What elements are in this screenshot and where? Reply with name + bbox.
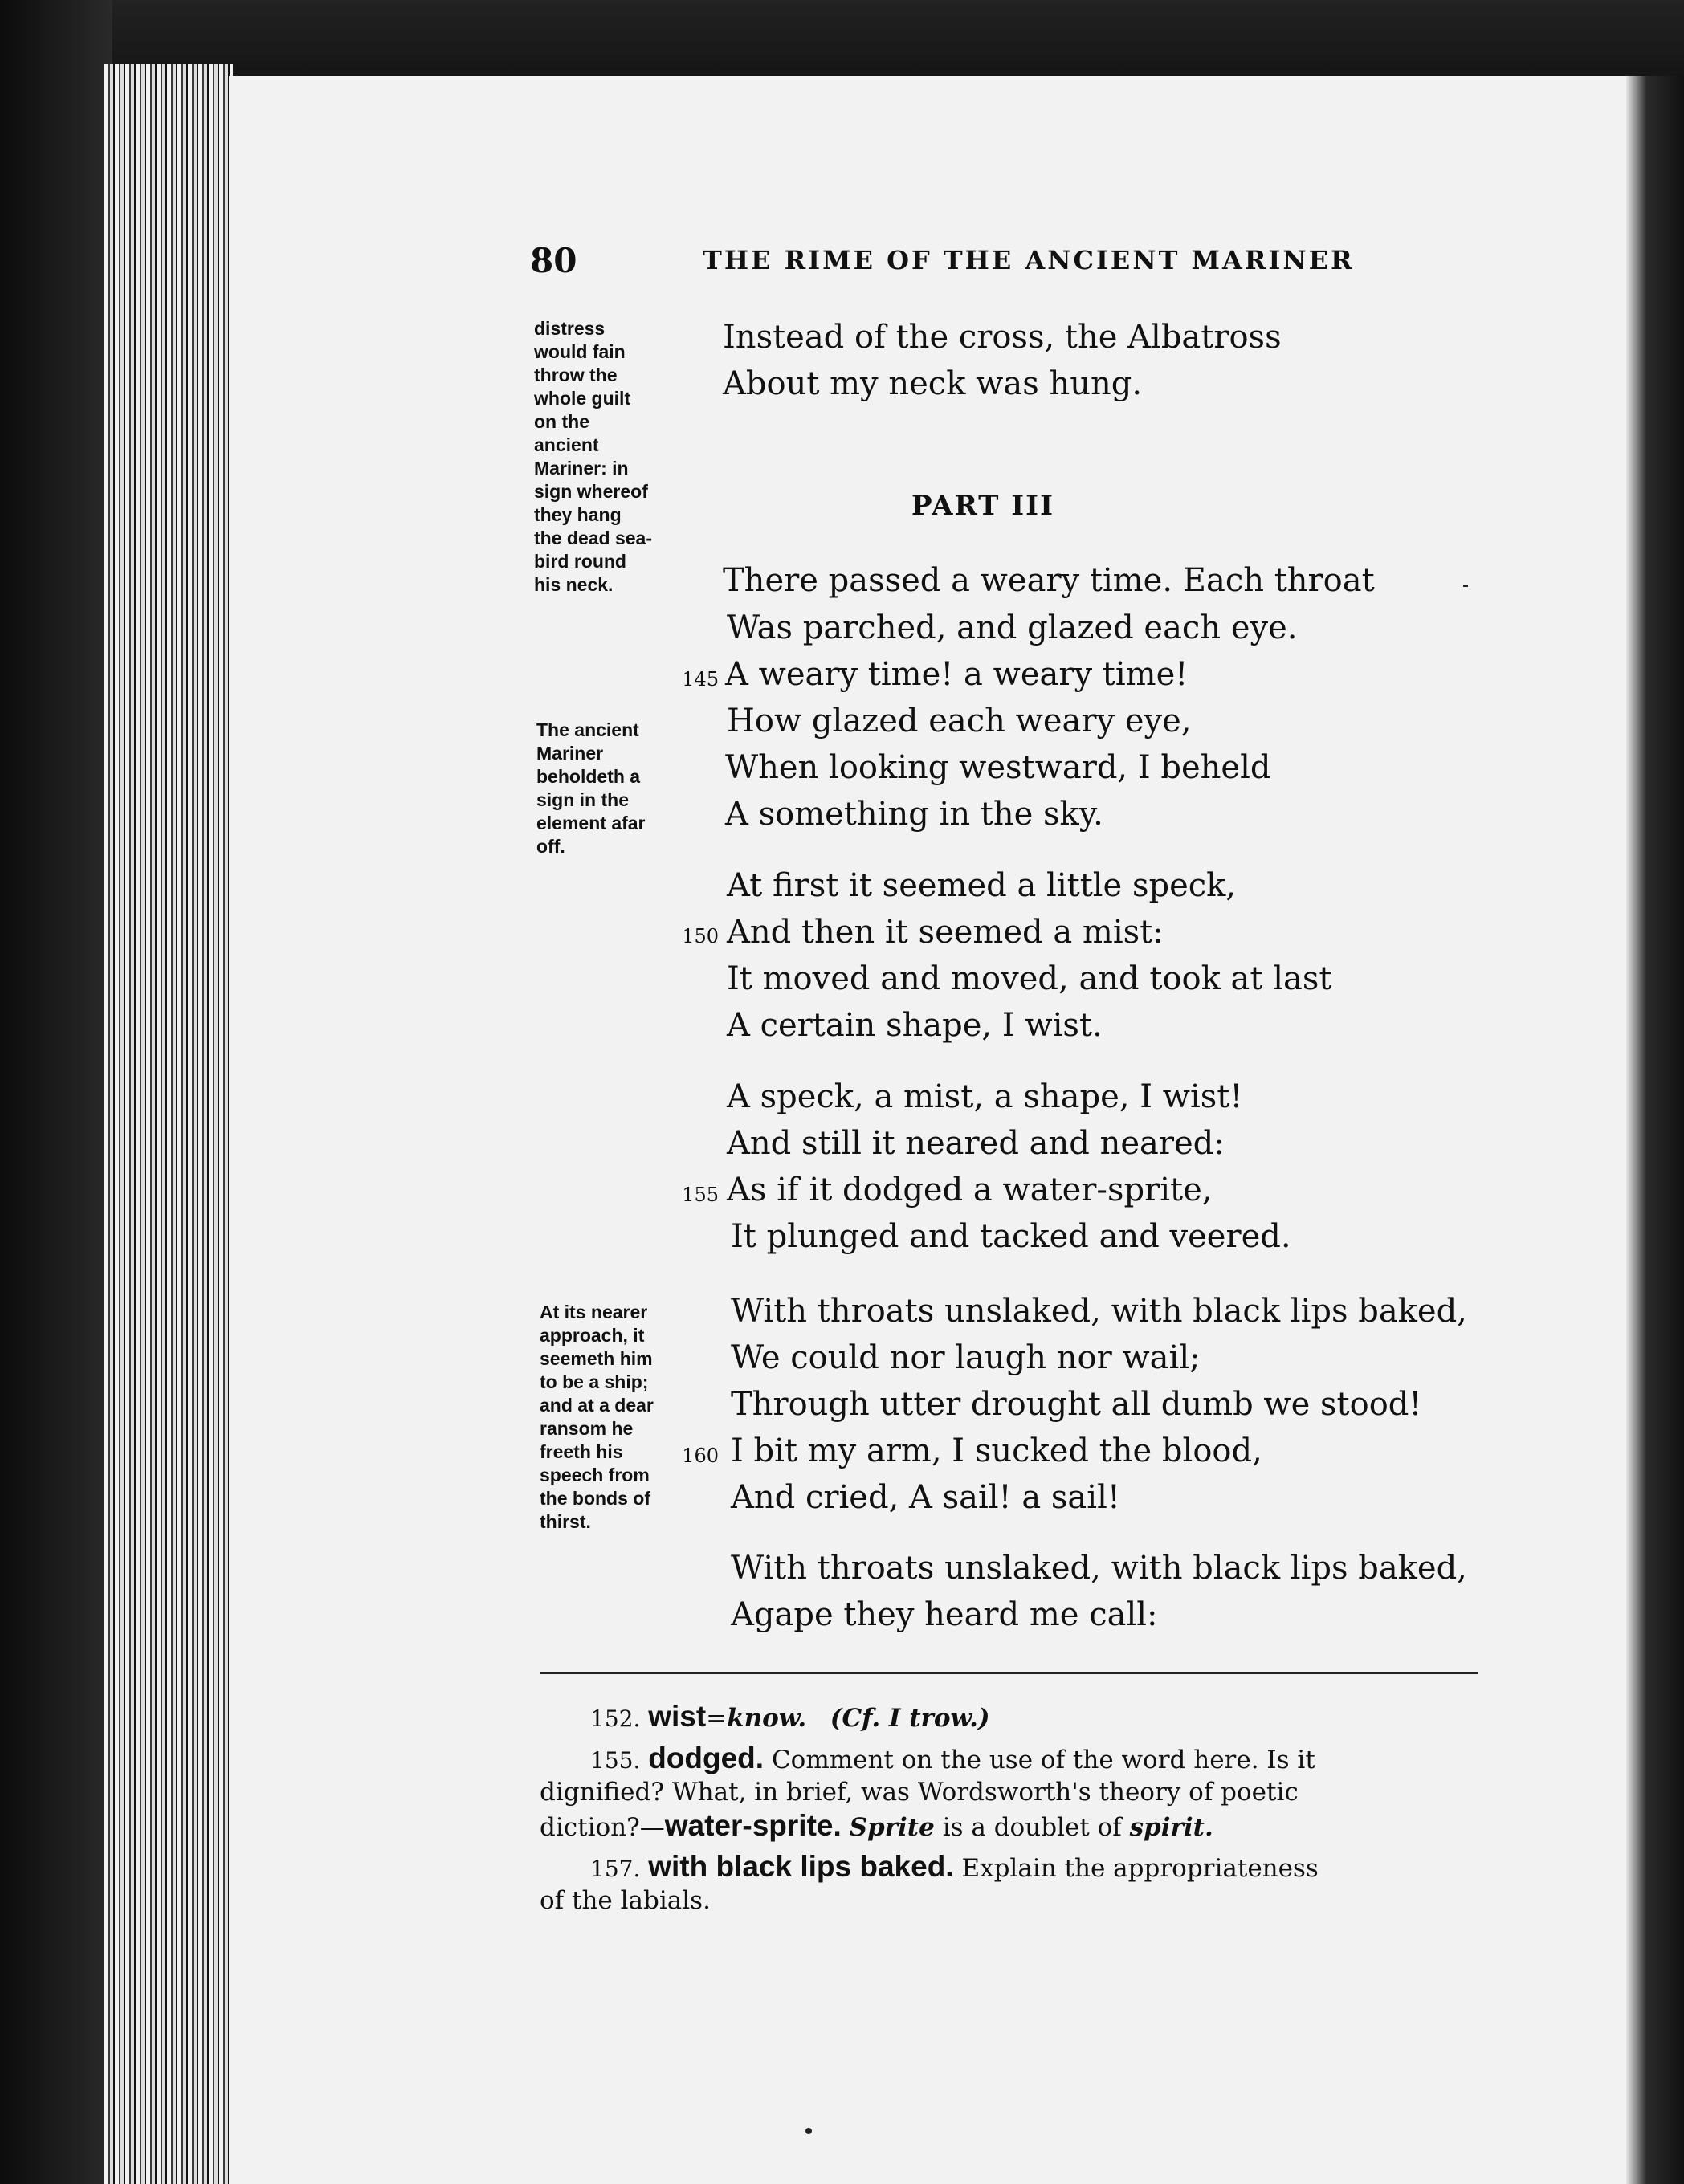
- gloss-line: At its nearer: [540, 1302, 648, 1322]
- verse-line: With throats unslaked, with black lips baked,: [731, 1293, 1467, 1330]
- footnote-152: [590, 1701, 990, 1735]
- gloss-line: distress: [534, 318, 606, 339]
- running-head: THE RIME OF THE ANCIENT MARINER: [703, 245, 1355, 275]
- book-gutter-shadow: [1626, 76, 1684, 2184]
- footnote-rule: [540, 1672, 1478, 1674]
- gloss-line: ancient: [534, 434, 599, 455]
- gloss-line: his neck.: [534, 574, 614, 595]
- gloss-line: bird round: [534, 551, 626, 572]
- page-number: 80: [530, 241, 577, 280]
- gloss-line: Mariner: [536, 743, 604, 764]
- verse-line: We could nor laugh nor wail;: [731, 1339, 1201, 1376]
- footnote-155-line2: dignified? What, in brief, was Wordsworth's theory of poetic: [540, 1778, 1299, 1807]
- footnote-crossref: (Cf. I trow.): [830, 1704, 990, 1733]
- gloss-line: throw the: [534, 365, 618, 385]
- verse-line: With throats unslaked, with black lips baked,: [731, 1550, 1467, 1587]
- verse-line: And still it neared and neared:: [727, 1125, 1225, 1162]
- verse-line: How glazed each weary eye,: [727, 703, 1192, 740]
- footnote-keyword: with black lips baked.: [648, 1850, 954, 1883]
- footnote-155-line3: [540, 1810, 1213, 1844]
- verse-line: About my neck was hung.: [723, 365, 1143, 402]
- scan-background-top: [0, 0, 1684, 76]
- footnote-number: 155.: [590, 1747, 641, 1774]
- gloss-line: The ancient: [536, 719, 639, 740]
- footnote-gloss: know.: [727, 1704, 807, 1733]
- verse-line: And cried, A sail! a sail!: [731, 1479, 1120, 1516]
- line-number: 155: [682, 1184, 719, 1206]
- verse-line: At first it seemed a little speck,: [727, 867, 1237, 904]
- footnote-157-line2: of the labials.: [540, 1886, 711, 1915]
- footnote-157: [590, 1851, 1319, 1885]
- verse-line: When looking westward, I beheld: [725, 749, 1271, 786]
- gloss-line: would fain: [534, 341, 626, 362]
- footnote-keyword: dodged.: [648, 1742, 765, 1774]
- gloss-line: sign whereof: [534, 481, 648, 502]
- verse-line: Agape they heard me call:: [731, 1596, 1158, 1633]
- verse-line: Through utter drought all dumb we stood!: [731, 1386, 1422, 1423]
- gloss-line: sign in the: [536, 789, 629, 810]
- verse-line: A speck, a mist, a shape, I wist!: [727, 1078, 1243, 1115]
- footnote-text: diction?—: [540, 1813, 665, 1842]
- footnote-number: 152.: [590, 1705, 641, 1732]
- footnote-number: 157.: [590, 1856, 641, 1882]
- footnote-italic: Sprite: [849, 1813, 935, 1842]
- footnote-italic: spirit.: [1129, 1813, 1213, 1842]
- footnote-keyword: wist: [648, 1700, 707, 1733]
- gloss-line: element afar: [536, 813, 646, 833]
- gloss-line: the bonds of: [540, 1488, 650, 1509]
- gloss-line: on the: [534, 411, 589, 432]
- verse-line: It plunged and tacked and veered.: [731, 1218, 1291, 1255]
- verse-line: There passed a weary time. Each throat: [723, 562, 1375, 599]
- page-dot: [805, 2128, 812, 2134]
- gloss-line: approach, it: [540, 1325, 645, 1346]
- verse-line: Was parched, and glazed each eye.: [727, 609, 1298, 646]
- verse-line: As if it dodged a water-sprite,: [727, 1171, 1213, 1208]
- margin-gloss-ship: [540, 1301, 654, 1534]
- gloss-line: whole guilt: [534, 388, 631, 409]
- footnote-equals: =: [706, 1704, 728, 1733]
- verse-line: Instead of the cross, the Albatross: [723, 319, 1282, 356]
- line-number: 160: [682, 1444, 719, 1467]
- line-number: 150: [682, 925, 719, 947]
- verse-line: A weary time! a weary time!: [725, 656, 1189, 693]
- margin-gloss-guilt: [534, 317, 652, 597]
- gloss-line: ransom he: [540, 1418, 634, 1439]
- footnote-text: Explain the appropriateness: [961, 1854, 1319, 1883]
- gloss-line: and at a dear: [540, 1395, 654, 1416]
- verse-line: It moved and moved, and took at last: [727, 960, 1332, 997]
- gloss-line: the dead sea-: [534, 528, 652, 548]
- gloss-line: thirst.: [540, 1511, 591, 1532]
- verse-line: And then it seemed a mist:: [727, 914, 1164, 951]
- footnote-155: [590, 1742, 1315, 1777]
- footnote-keyword: water-sprite.: [664, 1809, 842, 1842]
- footnote-text: is a doublet of: [942, 1813, 1122, 1842]
- gloss-line: speech from: [540, 1465, 650, 1485]
- scan-background-left: [0, 0, 112, 2184]
- gloss-line: Mariner: in: [534, 458, 629, 479]
- verse-line: A something in the sky.: [725, 796, 1103, 833]
- gloss-line: to be a ship;: [540, 1371, 649, 1392]
- book-page-edges: [104, 64, 233, 2184]
- gloss-line: off.: [536, 836, 565, 857]
- line-number: 145: [682, 668, 719, 691]
- footnote-text: Comment on the use of the word here. Is it: [771, 1746, 1315, 1774]
- verse-line: I bit my arm, I sucked the blood,: [731, 1432, 1262, 1469]
- gloss-line: seemeth him: [540, 1348, 653, 1369]
- gloss-line: freeth his: [540, 1441, 623, 1462]
- margin-gloss-sign: [536, 719, 646, 858]
- margin-mark: [1463, 585, 1468, 587]
- verse-line: A certain shape, I wist.: [727, 1007, 1103, 1044]
- gloss-line: beholdeth a: [536, 766, 641, 787]
- part-heading: PART III: [911, 490, 1054, 522]
- gloss-line: they hang: [534, 504, 622, 525]
